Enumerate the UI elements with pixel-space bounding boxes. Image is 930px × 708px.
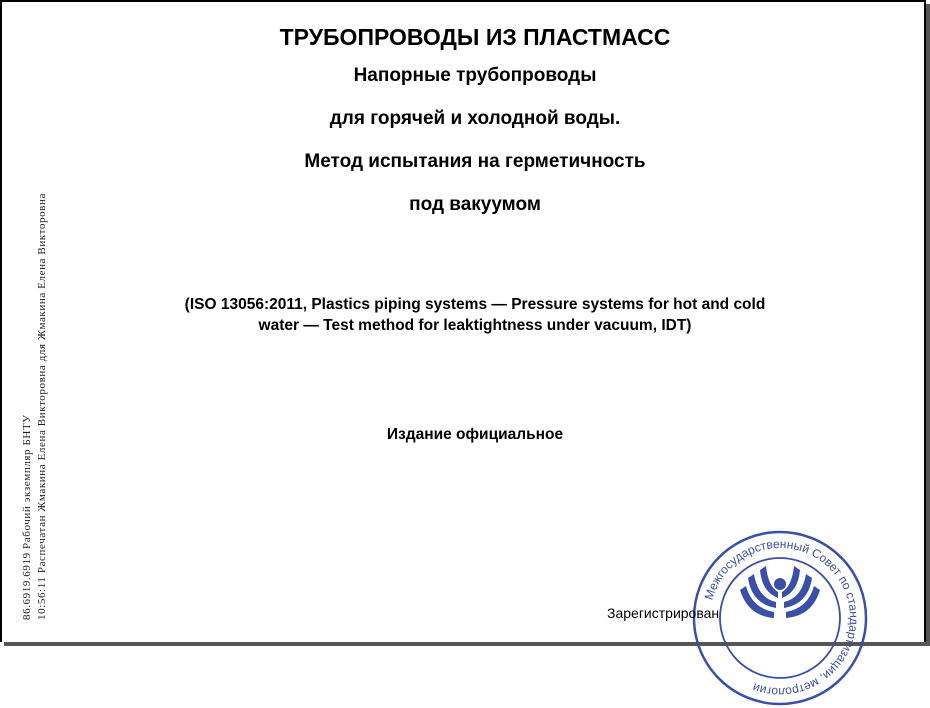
stamp-inner-ring xyxy=(720,558,840,678)
subtitle-line-1: Напорные трубопроводы xyxy=(353,65,597,86)
subtitle-line-2: для горячей и холодной воды. xyxy=(329,108,621,129)
title-block xyxy=(40,20,910,226)
cis-emblem-icon xyxy=(740,566,820,618)
subtitle-line-4: под вакуумом xyxy=(409,194,541,215)
watermark-line-2: 10:56:11 Распечатан Жмакина Елена Викторовна для Жмакина Елена Викторовна xyxy=(36,193,48,620)
iso-reference-line-1: (ISO 13056:2011, Plastics piping systems — Pressure systems for hot and cold xyxy=(184,296,766,313)
watermark-line-1: 86.6919.6919 Рабочий экземпляр БНТУ xyxy=(21,414,33,620)
iso-reference-line-2: water — Test method for leaktightness under vacuum, IDT) xyxy=(258,317,692,334)
registered-label: Зарегистрирован xyxy=(607,605,720,621)
document-title: ТРУБОПРОВОДЫ ИЗ ПЛАСТМАСС xyxy=(279,24,671,50)
iso-reference xyxy=(110,294,840,336)
edition-label: Издание официальное xyxy=(386,426,564,443)
subtitle-line-3: Метод испытания на герметичность xyxy=(304,151,646,172)
stamp-ring-text: Межгосударственный Совет по стандартизации, метрологии xyxy=(701,536,862,700)
